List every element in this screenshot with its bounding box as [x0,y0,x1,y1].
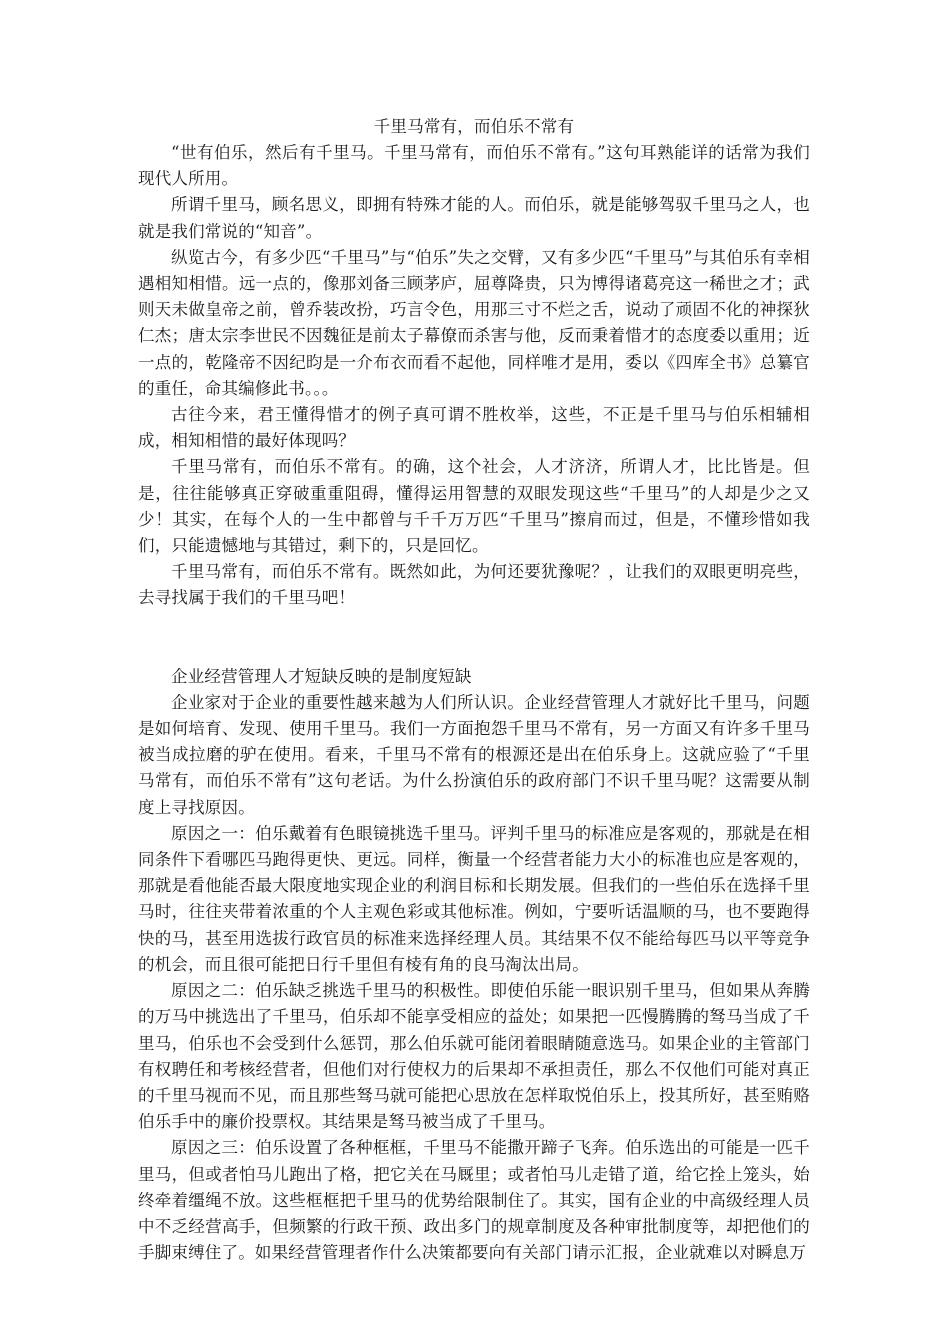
article-2-paragraph-2: 原因之一：伯乐戴着有色眼镜挑选千里马。评判千里马的标准应是客观的，那就是在相同条件下看哪匹马跑得更快、更远。同样，衡量一个经营者能力大小的标准也应是客观的，那就是看他能否最大限度地实现企业的利润目标和长期发展。但我们的一些伯乐在选择千里马时，往往夹带着浓重的个人主观色彩或其他标准。例如，宁要听话温顺的马，也不要跑得快的马，甚至用选拔行政官员的标准来选择经理人员。其结果不仅不能给每匹马以平等竞争的机会，而且很可能把日行千里但有棱有角的良马淘汰出局。 [138,823,810,974]
article-2-paragraph-4: 原因之三：伯乐设置了各种框框，千里马不能撒开蹄子飞奔。伯乐选出的可能是一匹千里马，但或者怕马儿跑出了格，把它关在马厩里；或者怕马儿走错了道，给它拴上笼头，始终牵着缰绳不放。这些框框把千里马的优势给限制住了。其实，国有企业的中高级经理人员中不乏经营高手，但频繁的行政干预、政出多门的规章制度及各种审批制度等，却把他们的手脚束缚住了。如果经营管理者作什么决策都要向有关部门请示汇报，企业就难以对瞬息万 [138,1138,810,1263]
article-2-title: 企业经营管理人才短缺反映的是制度短缺 [171,666,472,686]
article-1-paragraph-6: 千里马常有，而伯乐不常有。既然如此，为何还要犹豫呢？，让我们的双眼更明亮些，去寻找属于我们的千里马吧！ [138,562,810,608]
article-2-paragraph-3: 原因之二：伯乐缺乏挑选千里马的积极性。即使伯乐能一眼识别千里马，但如果从奔腾的万马中挑选出了千里马，伯乐却不能享受相应的益处；如果把一匹慢腾腾的驽马当成了千里马，伯乐也不会受到什么惩罚，那么伯乐就可能闭着眼睛随意选马。如果企业的主管部门有权聘任和考核经营者，但他们对行使权力的后果却不承担责任，那么不仅他们可能对真正的千里马视而不见，而且那些驽马就可能把心思放在怎样取悦伯乐上，投其所好，甚至贿赂伯乐手中的廉价投票权。其结果是驽马被当成了千里马。 [138,981,810,1132]
article-1-paragraph-5: 千里马常有，而伯乐不常有。的确，这个社会，人才济济，所谓人才，比比皆是。但是，往往能够真正穿破重重阻碍，懂得运用智慧的双眼发现这些“千里马”的人却是少之又少！其实，在每个人的一生中都曾与千千万万匹“千里马”擦肩而过，但是，不懂珍惜如我们，只能遗憾地与其错过，剩下的，只是回忆。 [138,457,810,556]
article-1-paragraph-1: “世有伯乐，然后有千里马。千里马常有，而伯乐不常有。”这句耳熟能详的话常为我们现代人所用。 [138,143,810,189]
article-1-title: 千里马常有，而伯乐不常有 [373,117,575,136]
article-1-paragraph-4: 古往今来，君王懂得惜才的例子真可谓不胜枚举，这些，不正是千里马与伯乐相辅相成，相知相惜的最好体现吗？ [138,405,810,451]
article-1-paragraph-2: 所谓千里马，顾名思义，即拥有特殊才能的人。而伯乐，就是能够驾驭千里马之人，也就是我们常说的“知音”。 [138,195,810,241]
section-gap [138,612,810,664]
document-content [138,114,810,1266]
article-2-paragraph-1: 企业家对于企业的重要性越来越为人们所认识。企业经营管理人才就好比千里马，问题是如何培育、发现、使用千里马。我们一方面抱怨千里马不常有，另一方面又有许多千里马被当成拉磨的驴在使用。看来，千里马不常有的根源还是出在伯乐身上。这就应验了“千里马常有，而伯乐不常有”这句老话。为什么扮演伯乐的政府部门不识千里马呢？这需要从制度上寻找原因。 [138,692,810,817]
article-1-paragraph-3: 纵览古今，有多少匹“千里马”与“伯乐”失之交臂，又有多少匹“千里马”与其伯乐有幸相遇相知相惜。远一点的，像那刘备三顾茅庐，屈尊降贵，只为博得诸葛亮这一稀世之才；武则天未做皇帝之前，曾乔装改扮，巧言令色，用那三寸不烂之舌，说动了顽固不化的神探狄仁杰；唐太宗李世民不因魏征是前太子幕僚而杀害与他，反而秉着惜才的态度委以重用；近一点的，乾隆帝不因纪昀是一介布衣而看不起他，同样唯才是用，委以《四库全书》总纂官的重任，命其编修此书。。。 [138,247,810,398]
